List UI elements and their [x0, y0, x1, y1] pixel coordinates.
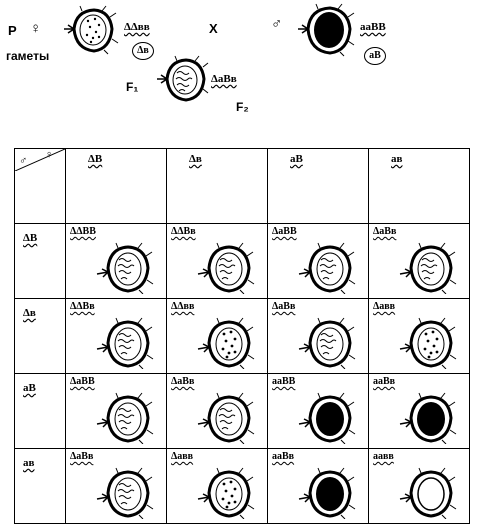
row-header: aB [15, 374, 66, 449]
punnett-cell: ΔaBв [66, 449, 167, 524]
punnett-cell: aaBв [268, 449, 369, 524]
corner-cell [15, 149, 66, 224]
punnett-cell: aaBB [268, 374, 369, 449]
punnett-cell: ΔΔBв [167, 224, 268, 299]
light-seed-icon [197, 242, 255, 294]
gametes-label: гаметы [6, 49, 50, 63]
f1-label: F₁ [126, 80, 139, 94]
dark-seed-icon [399, 392, 457, 444]
light-seed-icon [298, 242, 356, 294]
light-seed-icon [399, 242, 457, 294]
punnett-cell: ΔaBв [167, 374, 268, 449]
female-gamete: Δв [132, 42, 154, 60]
punnett-cell: ΔaBв [268, 299, 369, 374]
corner-female-symbol: ♀ [45, 149, 54, 161]
male-symbol: ♂ [271, 15, 283, 32]
light-seed-icon [96, 317, 154, 369]
f1-genotype: ΔaBв [211, 73, 237, 85]
punnett-square [14, 148, 470, 524]
punnett-cell: ΔΔBB [66, 224, 167, 299]
male-gamete: aB [364, 47, 386, 65]
punnett-cell: ΔaBв [369, 224, 470, 299]
dark-seed-icon [298, 392, 356, 444]
punnett-cell: ΔΔвв [167, 299, 268, 374]
punnett-cell: ΔaBB [268, 224, 369, 299]
light-seed-icon [96, 242, 154, 294]
row-header: aв [15, 449, 66, 524]
female-seed-icon [62, 5, 120, 55]
punnett-cell: ΔΔBв [66, 299, 167, 374]
punnett-cell: ΔaBB [66, 374, 167, 449]
p-label: P [8, 23, 17, 38]
female-symbol: ♀ [30, 20, 42, 37]
f1-seed-icon [155, 55, 211, 103]
col-header: ΔB [66, 149, 167, 224]
cross-symbol: X [209, 21, 218, 36]
col-header: Δв [167, 149, 268, 224]
f2-label: F₂ [236, 100, 249, 114]
punnett-cell: aaвв [369, 449, 470, 524]
col-header: aв [369, 149, 470, 224]
male-genotype: aaBB [360, 21, 386, 33]
col-header: aB [268, 149, 369, 224]
row-header: Δв [15, 299, 66, 374]
corner-male-symbol: ♂ [19, 155, 28, 167]
punnett-cell: Δaвв [167, 449, 268, 524]
light-seed-icon [197, 392, 255, 444]
male-seed-icon [296, 3, 356, 57]
female-genotype: ΔΔвв [124, 21, 150, 33]
punnett-cell: Δaвв [369, 299, 470, 374]
punnett-cell: aaBв [369, 374, 470, 449]
speckled-seed-icon [197, 317, 255, 369]
speckled-seed-icon [399, 317, 457, 369]
light-seed-icon [96, 392, 154, 444]
row-header: ΔB [15, 224, 66, 299]
light-seed-icon [298, 317, 356, 369]
